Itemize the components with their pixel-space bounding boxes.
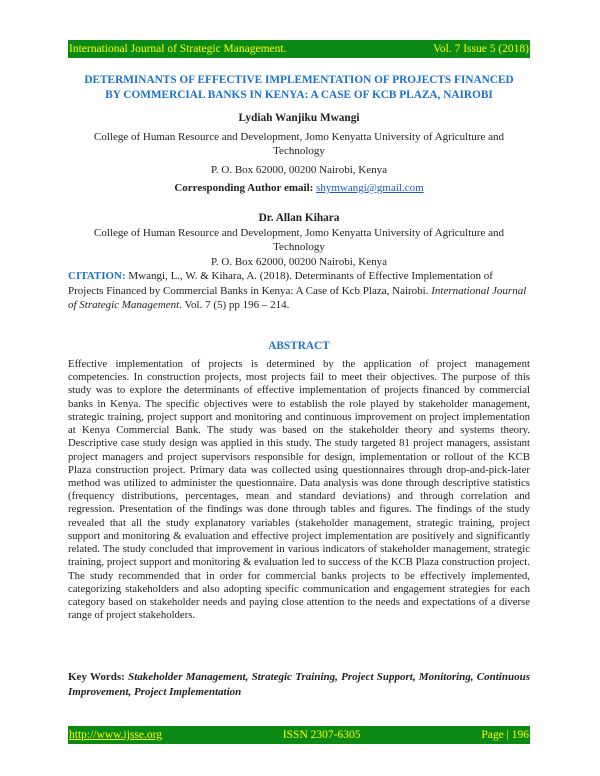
title-line-1: DETERMINANTS OF EFFECTIVE IMPLEMENTATION OF PROJECTS FINANCED: [84, 74, 514, 86]
volume-issue: Vol. 7 Issue 5 (2018): [433, 43, 529, 55]
keywords-label: Key Words:: [68, 671, 125, 683]
citation-label: CITATION:: [68, 270, 126, 282]
journal-header-bar: [68, 40, 530, 58]
author1-address: P. O. Box 62000, 00200 Nairobi, Kenya: [211, 163, 387, 176]
author1-name: Lydiah Wanjiku Mwangi: [238, 112, 360, 124]
footer-issn: ISSN 2307-6305: [282, 729, 361, 741]
footer-page: Page | 196: [481, 729, 529, 741]
citation-tail: . Vol. 7 (5) pp 196 – 214.: [179, 299, 290, 312]
author2-block: [68, 211, 530, 269]
author2-address: P. O. Box 62000, 00200 Nairobi, Kenya: [211, 255, 387, 268]
citation-text: Mwangi, L., W. & Kihara, A. (2018). Determinants of Effective Implementation of Projects Financed by Commercial Banks in Kenya: A Case of Kcb Plaza, Nairobi.: [68, 270, 493, 297]
journal-name: International Journal of Strategic Management.: [69, 43, 287, 55]
author1-block: [68, 111, 530, 196]
title-line-2: BY COMMERCIAL BANKS IN KENYA: A CASE OF KCB PLAZA, NAIROBI: [105, 89, 493, 101]
email-link[interactable]: shymwangi@gmail.com: [316, 182, 424, 194]
author2-affiliation: College of Human Resource and Development, Jomo Kenyatta University of Agriculture and Technology: [94, 226, 504, 253]
author2-name: Dr. Allan Kihara: [258, 212, 340, 224]
author1-affiliation: College of Human Resource and Development, Jomo Kenyatta University of Agriculture and Technology: [94, 130, 504, 157]
keywords-list: Stakeholder Management, Strategic Training, Project Support, Monitoring, Continuous Improvement, Project Implementation: [68, 671, 530, 698]
corresponding-email-line: Corresponding Author email: shymwangi@gmail.com: [174, 182, 424, 194]
citation: [68, 269, 530, 313]
keywords: [68, 670, 530, 699]
email-label: Corresponding Author email: [174, 182, 310, 194]
paper-title: [68, 73, 530, 103]
footer-bar: [68, 726, 530, 744]
footer-url-link[interactable]: http://www.ijsse.org: [69, 729, 162, 741]
abstract-body: Effective implementation of projects is determined by the application of project management competencies. In construction projects, most projects fail to meet their objectives. The purpose of this study was to explore the determinants of effective implementation of projects financed by commercial banks in Kenya. The specific objectives were to establish the role played by stakeholder management, strategic training, project support and monitoring and continuous improvement on project implementation at Kenya Commercial Bank. The study was based on the stakeholder theory and systems theory. Descriptive case study design was applied in this study. The study targeted 81 project managers, assistant project managers and project supervisors responsible for design, implementation or rollout of the KCB Plaza construction project. Primary data was collected using questionnaires through drop-and-pick-later method was utilized to administer the questionnaire. Data analysis was done through descriptive statistics (frequency distributions, percentages, mean and standard deviations) and through correlation and regression. Presentation of the findings was done through tables and figures. The findings of the study revealed that all the study explanatory variables (stakeholder management, strategic training, project support and monitoring & evaluation and effective project implementation are positively and significantly related. The study concluded that improvement in various indicators of stakeholder management, strategic training, project support and monitoring & evaluation led to success of the KCB Plaza construction project. The study recommended that in order for commercial banks projects to be effectively implemented, categorizing stakeholders and also adopting specific communication and engagement strategies for each category based on stakeholder needs and paying close attention to the needs and expectations of a diverse range of project stakeholders.: [68, 358, 530, 622]
abstract-heading: ABSTRACT: [268, 340, 330, 352]
citation-journal: International Journal of Strategic Management: [68, 284, 527, 312]
